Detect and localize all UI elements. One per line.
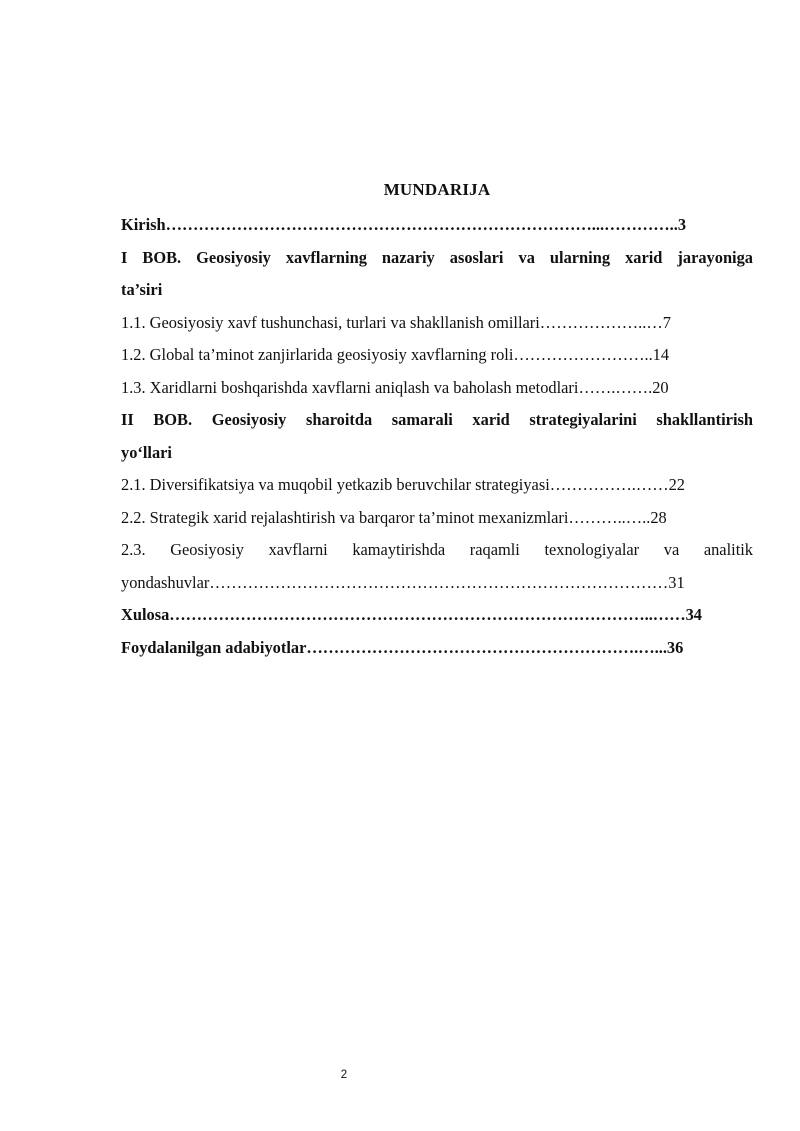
toc-entry-2-1[interactable]: 2.1. Diversifikatsiya va muqobil yetkazib beruvchilar strategiyasi…………….……22 [121, 475, 685, 494]
page-number: 2 [340, 1069, 348, 1081]
toc-entry-1-2[interactable]: 1.2. Global ta’minot zanjirlarida geosiyosiy xavflarning roli……………………..14 [121, 345, 670, 364]
toc-entry-chapter-2-line-1[interactable]: II BOB. Geosiyosiy sharoitda samarali xarid strategiyalarini shakllantirish [121, 410, 753, 429]
table-of-contents [121, 209, 753, 664]
toc-entry-chapter-1-line-2[interactable]: ta’siri [121, 280, 163, 299]
toc-entry-adabiyotlar[interactable]: Foydalanilgan adabiyotlar…………………………………………………….…...36 [121, 637, 684, 657]
toc-entry-chapter-2-line-2[interactable]: yo‘llari [121, 442, 172, 462]
toc-entry-kirish[interactable]: Kirish……………………………………………………………………...…………..3 [121, 215, 687, 234]
toc-entry-xulosa[interactable]: Xulosa……………………………………………………………………………..……34 [121, 605, 702, 624]
toc-entry-chapter-1-line-1[interactable]: I BOB. Geosiyosiy xavflarning nazariy asoslari va ularning xarid jarayoniga [121, 247, 753, 267]
toc-title: MUNDARIJA [383, 180, 491, 199]
toc-entry-2-2[interactable]: 2.2. Strategik xarid rejalashtirish va barqaror ta’minot mexanizmlari………..…..28 [121, 507, 667, 527]
toc-entry-1-3[interactable]: 1.3. Xaridlarni boshqarishda xavflarni aniqlash va baholash metodlari…….…….20 [121, 377, 669, 397]
toc-entry-2-3-line-1[interactable]: 2.3. Geosiyosiy xavflarni kamaytirishda raqamli texnologiyalar va analitik [121, 540, 753, 559]
toc-entry-1-1[interactable]: 1.1. Geosiyosiy xavf tushunchasi, turlari va shakllanish omillari………………..…7 [121, 312, 671, 332]
toc-entry-2-3-line-2[interactable]: yondashuvlar…………………………………………………………………………31 [121, 572, 685, 592]
